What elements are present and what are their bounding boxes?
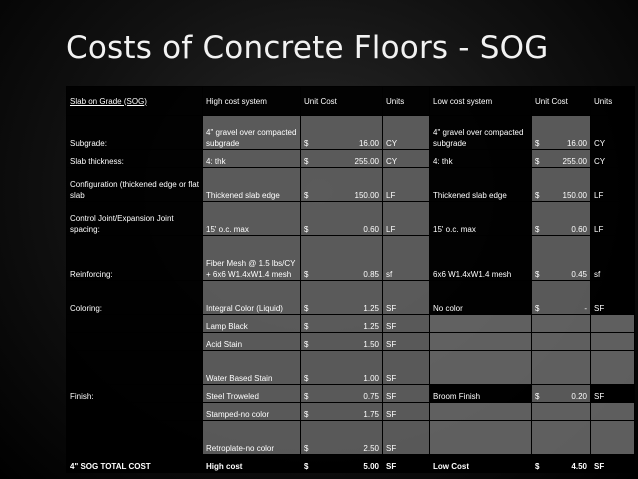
row-low-cost-empty — [532, 421, 591, 455]
header-low-system: Low cost system — [430, 87, 532, 116]
row-high-units: sf — [383, 236, 430, 281]
row-high-units: LF — [383, 202, 430, 236]
row-high-system: Stamped-no color — [203, 403, 301, 421]
slide-title: Costs of Concrete Floors - SOG — [66, 30, 549, 66]
row-high-units: SF — [383, 281, 430, 315]
row-low-system-empty — [430, 421, 532, 455]
row-high-units: CY — [383, 150, 430, 168]
total-high-cost: $ 5.00 — [301, 455, 383, 473]
table-row — [67, 150, 635, 168]
row-item: Subgrade: — [67, 116, 203, 150]
row-high-system: Acid Stain — [203, 333, 301, 351]
row-item — [67, 333, 203, 351]
row-high-system: Lamp Black — [203, 315, 301, 333]
row-high-cost: $ 1.25 — [301, 315, 383, 333]
total-high-units: SF — [383, 455, 430, 473]
header-low-units: Units — [591, 87, 635, 116]
row-high-cost: $ 0.75 — [301, 385, 383, 403]
row-low-system-empty — [430, 351, 532, 385]
row-low-cost: $ 0.60 — [532, 202, 591, 236]
row-low-units-empty — [591, 421, 635, 455]
row-low-units: LF — [591, 168, 635, 202]
row-item — [67, 403, 203, 421]
row-low-system: 6x6 W1.4xW1.4 mesh — [430, 236, 532, 281]
row-low-system: Broom Finish — [430, 385, 532, 403]
row-low-cost-empty — [532, 403, 591, 421]
total-high-label: High cost — [203, 455, 301, 473]
row-low-cost: $ 150.00 — [532, 168, 591, 202]
row-low-system: 4: thk — [430, 150, 532, 168]
row-high-system: Steel Troweled — [203, 385, 301, 403]
table-row — [67, 168, 635, 202]
row-high-units: LF — [383, 168, 430, 202]
row-high-cost: $ 150.00 — [301, 168, 383, 202]
row-low-units-empty — [591, 403, 635, 421]
row-low-units: CY — [591, 116, 635, 150]
table-row — [67, 315, 635, 333]
row-high-cost: $ 16.00 — [301, 116, 383, 150]
row-high-cost: $ 1.75 — [301, 403, 383, 421]
row-high-cost: $ 2.50 — [301, 421, 383, 455]
row-low-system-empty — [430, 333, 532, 351]
total-row — [67, 455, 635, 473]
row-low-units-empty — [591, 333, 635, 351]
row-high-cost: $ 255.00 — [301, 150, 383, 168]
total-low-cost: $ 4.50 — [532, 455, 591, 473]
row-high-units: SF — [383, 351, 430, 385]
row-low-cost: $ - — [532, 281, 591, 315]
row-high-cost: $ 0.85 — [301, 236, 383, 281]
row-high-units: SF — [383, 421, 430, 455]
table-row — [67, 351, 635, 385]
header-row — [67, 87, 635, 116]
row-item: Reinforcing: — [67, 236, 203, 281]
row-low-units: CY — [591, 150, 635, 168]
table-row — [67, 385, 635, 403]
row-high-system: Water Based Stain — [203, 351, 301, 385]
row-low-cost-empty — [532, 333, 591, 351]
row-item — [67, 421, 203, 455]
row-high-system: Fiber Mesh @ 1.5 lbs/CY + 6x6 W1.4xW1.4 mesh — [203, 236, 301, 281]
row-low-units-empty — [591, 351, 635, 385]
row-low-cost-empty — [532, 351, 591, 385]
row-low-cost: $ 255.00 — [532, 150, 591, 168]
row-high-cost: $ 1.00 — [301, 351, 383, 385]
row-low-units: SF — [591, 281, 635, 315]
table-row — [67, 403, 635, 421]
table-row — [67, 236, 635, 281]
table-row — [67, 333, 635, 351]
row-low-system: 4" gravel over compacted subgrade — [430, 116, 532, 150]
total-low-label: Low Cost — [430, 455, 532, 473]
total-label: 4" SOG TOTAL COST — [67, 455, 203, 473]
row-low-units: SF — [591, 385, 635, 403]
header-item: Slab on Grade (SOG) — [67, 87, 203, 116]
row-high-system: Thickened slab edge — [203, 168, 301, 202]
row-low-cost-empty — [532, 315, 591, 333]
row-item: Control Joint/Expansion Joint spacing: — [67, 202, 203, 236]
row-high-cost: $ 1.50 — [301, 333, 383, 351]
table-row — [67, 116, 635, 150]
header-low-unit-cost: Unit Cost — [532, 87, 591, 116]
row-high-units: CY — [383, 116, 430, 150]
row-low-cost: $ 0.45 — [532, 236, 591, 281]
row-low-units: sf — [591, 236, 635, 281]
row-high-units: SF — [383, 333, 430, 351]
row-high-cost: $ 0.60 — [301, 202, 383, 236]
row-item — [67, 351, 203, 385]
row-high-system: 4" gravel over compacted subgrade — [203, 116, 301, 150]
row-low-system: No color — [430, 281, 532, 315]
row-item: Coloring: — [67, 281, 203, 315]
row-item: Configuration (thickened edge or flat slab — [67, 168, 203, 202]
row-low-system: Thickened slab edge — [430, 168, 532, 202]
header-high-units: Units — [383, 87, 430, 116]
row-high-system: 15' o.c. max — [203, 202, 301, 236]
row-low-system-empty — [430, 403, 532, 421]
row-low-system-empty — [430, 315, 532, 333]
table-row — [67, 202, 635, 236]
table-row — [67, 421, 635, 455]
row-high-system: Retroplate-no color — [203, 421, 301, 455]
cost-table — [66, 86, 635, 473]
row-high-units: SF — [383, 315, 430, 333]
header-high-system: High cost system — [203, 87, 301, 116]
row-item — [67, 315, 203, 333]
row-high-system: Integral Color (Liquid) — [203, 281, 301, 315]
row-low-cost: $ 0.20 — [532, 385, 591, 403]
row-low-units: LF — [591, 202, 635, 236]
row-item: Finish: — [67, 385, 203, 403]
row-low-units-empty — [591, 315, 635, 333]
header-high-unit-cost: Unit Cost — [301, 87, 383, 116]
row-high-units: SF — [383, 403, 430, 421]
row-high-cost: $ 1.25 — [301, 281, 383, 315]
row-low-system: 15' o.c. max — [430, 202, 532, 236]
total-low-units: SF — [591, 455, 635, 473]
table-row — [67, 281, 635, 315]
row-high-system: 4: thk — [203, 150, 301, 168]
row-low-cost: $ 16.00 — [532, 116, 591, 150]
row-item: Slab thickness: — [67, 150, 203, 168]
row-high-units: SF — [383, 385, 430, 403]
